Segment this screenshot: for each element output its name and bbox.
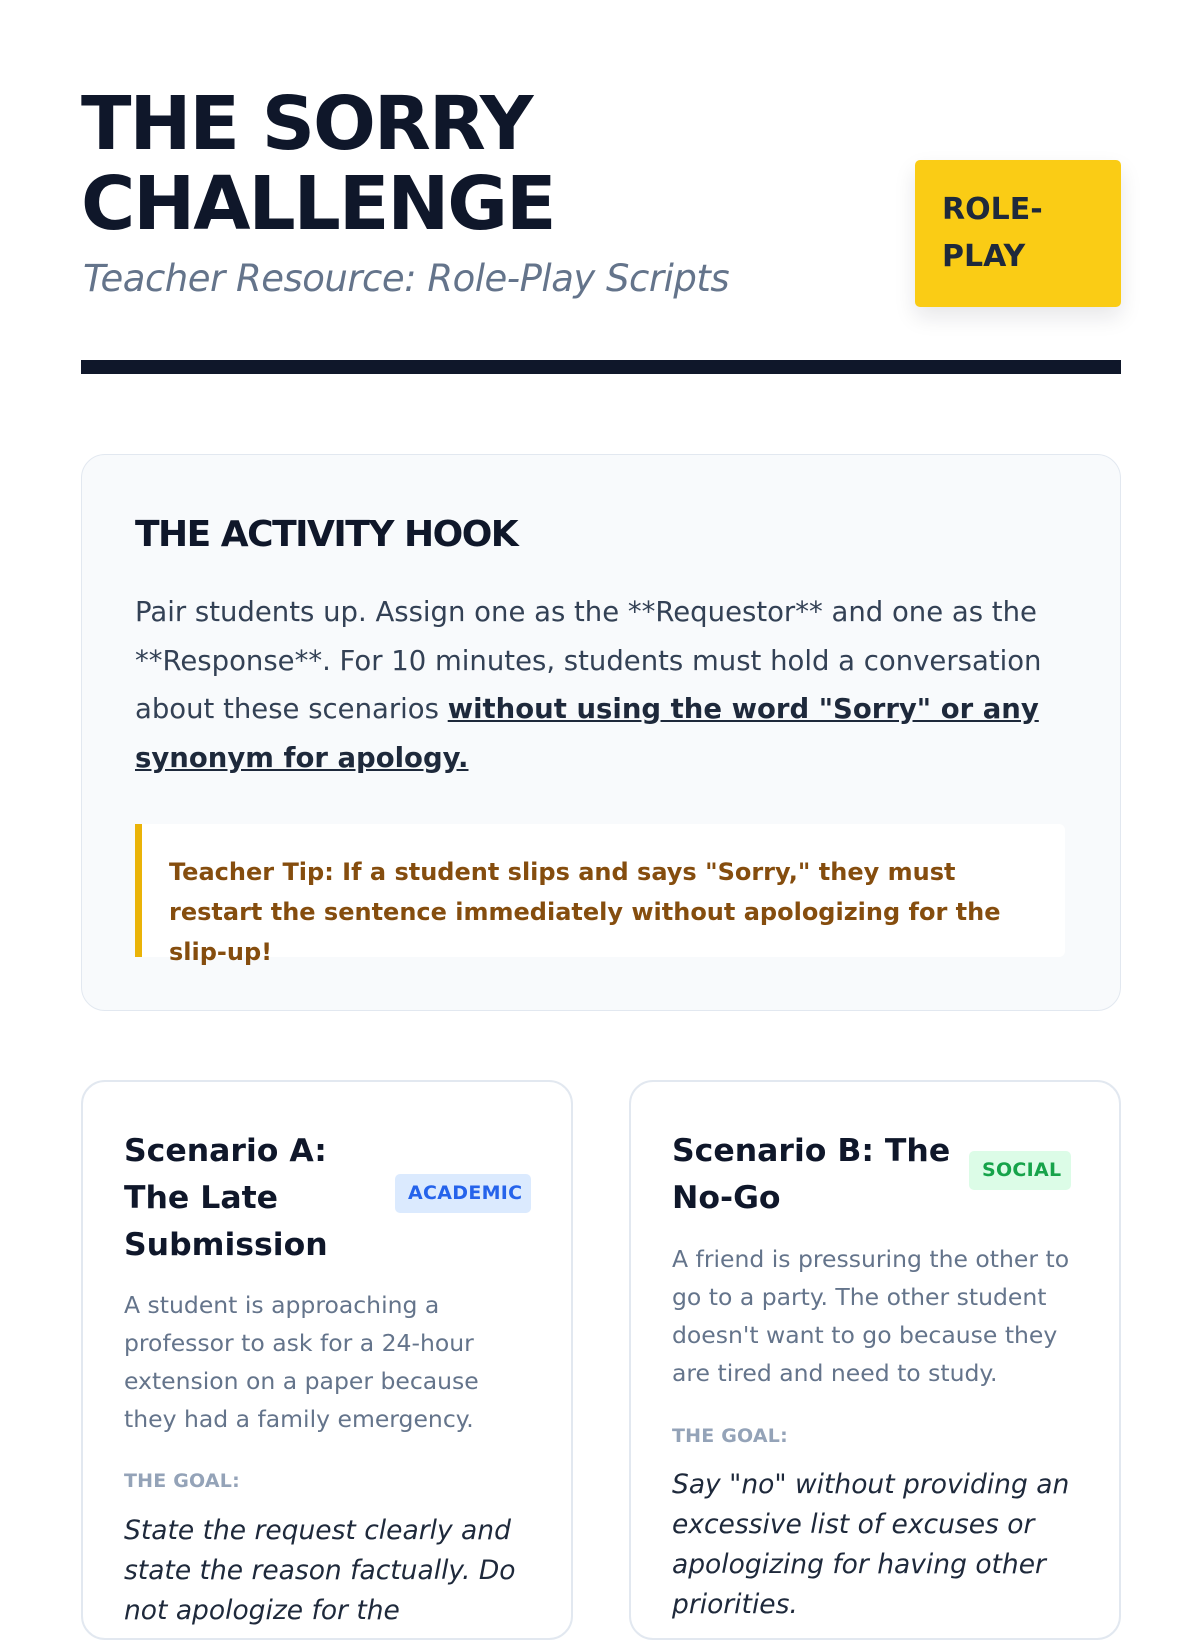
scenario-title: Scenario B: The No-Go (672, 1133, 951, 1216)
scenario-title: Scenario A: The Late Submission (124, 1133, 328, 1263)
page-title: THE SORRY CHALLENGE (81, 81, 555, 247)
category-badge: ACADEMIC (395, 1174, 531, 1213)
activity-hook-text: Pair students up. Assign one as the **Requestor** and one as the **Response**. For 10 minutes, students must hold a conversation about these scenarios (135, 596, 1042, 725)
scenario-card-social (629, 1080, 1121, 1640)
scenario-description: A friend is pressuring the other to go to a party. The other student doesn't want to go because they are tired and need to study. (672, 1245, 1070, 1387)
activity-hook-body (135, 588, 1055, 782)
worksheet-page (81, 0, 1121, 1626)
category-badge: SOCIAL (969, 1151, 1071, 1190)
goal-text: State the request clearly and state the reason factually. Do not apologize for the (124, 1515, 516, 1626)
goal-label: THE GOAL: (672, 1425, 788, 1447)
goal-label: THE GOAL: (124, 1470, 240, 1492)
page-subtitle: Teacher Resource: Role-Play Scripts (83, 257, 730, 300)
scenario-description: A student is approaching a professor to ask for a 24-hour extension on a paper because they had a family emergency. (124, 1291, 479, 1433)
header-divider (81, 360, 1121, 374)
activity-hook-rule: without using the word "Sorry" or any synonym for apology. (135, 693, 1039, 774)
roleplay-badge: ROLE-PLAY (915, 160, 1121, 307)
scenario-card-academic (81, 1080, 573, 1640)
goal-text: Say "no" without providing an excessive list of excuses or apologizing for having other priorities. (672, 1469, 1070, 1620)
activity-hook-title: THE ACTIVITY HOOK (135, 514, 518, 555)
teacher-tip: Teacher Tip: If a student slips and says "Sorry," they must restart the sentence immediately without apologizing for the slip-up! (135, 824, 1065, 957)
header (81, 0, 1121, 375)
